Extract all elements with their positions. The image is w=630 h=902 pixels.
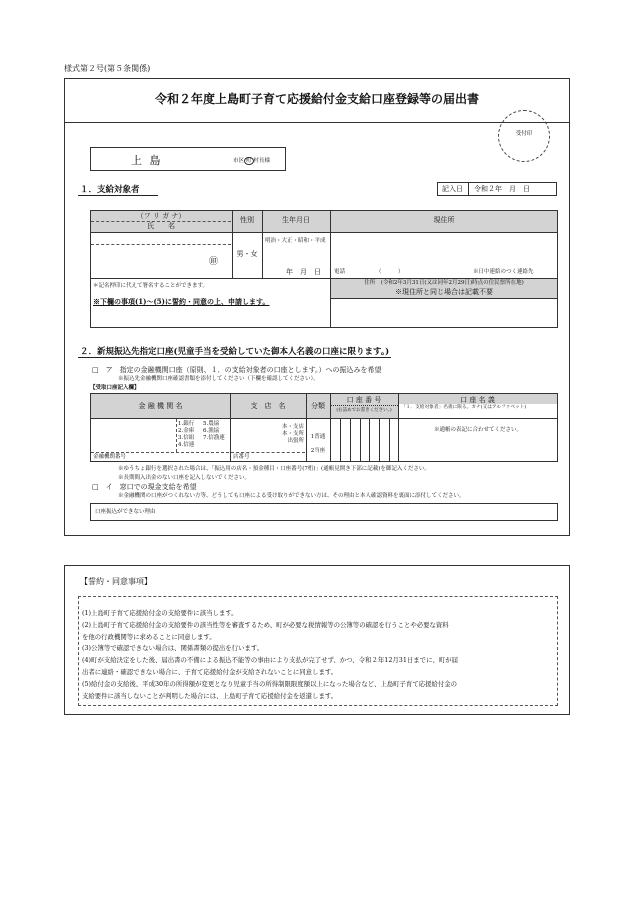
pledge-item: 支給要件に該当しないことが判明した場合には、上島町子育て応援給付金を返還します。 <box>82 691 338 700</box>
suffix-prefix: 市区 <box>233 158 245 164</box>
form-number: 様式第２号(第５条関係) <box>64 64 151 73</box>
pledge-item: (2)上島町子育て応援給付金の支給要件の該当性等を審査するため、町が必要な税情報等の公簿等の確認を行うことや必要な資料 <box>82 620 449 629</box>
account-name-note: 「１．支給対象者」名義に限る。カナ(又はアルファベット) <box>401 405 527 410</box>
pledge-item: (5)給付金の支給後、平成30年の所得額が変更となり児童手当の所得制限限度額以上になった場合など、上島町子育て応援給付金の <box>82 679 458 688</box>
section2-heading: ２．新規振込先指定口座(児童手当を受給していた御本人名義の口座に限ります。) <box>80 347 390 357</box>
name-label: 氏 名 <box>147 222 175 230</box>
pledge-item: を他の行政機関等に求めることに同意します。 <box>82 632 216 641</box>
name-field[interactable] <box>91 233 231 277</box>
phone-label: 電話 <box>334 269 346 275</box>
reason-field[interactable] <box>90 503 558 521</box>
account-name-field[interactable] <box>399 436 557 461</box>
bank-type-option[interactable]: 2.金庫 <box>178 428 195 435</box>
category-option[interactable]: 2当座 <box>310 448 326 455</box>
furigana-label: （フ リ ガ ナ） <box>136 212 186 220</box>
address-label: 現住所 <box>433 216 455 224</box>
section1-heading: １．支給対象者 <box>78 183 158 196</box>
bank-types-col2[interactable] <box>203 421 225 442</box>
account-name-header: 口 座 名 義 <box>460 396 495 404</box>
pledge-heading: 【誓約・同意事項】 <box>80 577 152 586</box>
yucho-note: ※ゆうちょ銀行を選択された場合は、「振込用の店名・預金種目・口座番号(7桁)」(通帳見開き下部に記載)を御記入ください。 <box>118 466 430 472</box>
addressee-suffix <box>233 158 270 165</box>
page-title: 令和２年度上島町子育て応援給付金支給口座登録等の届出書 <box>154 92 479 106</box>
addressee-box <box>90 147 286 171</box>
birth-units: 年 月 日 <box>286 268 321 276</box>
account-number-header: 口 座 番 号 <box>346 396 382 404</box>
phone-parens: （ ） <box>376 269 404 275</box>
branch-types[interactable] <box>278 424 304 445</box>
seal-mark: ㊞ <box>209 257 219 267</box>
era-choices[interactable]: 明治・大正・昭和・平成 <box>265 238 326 244</box>
entry-value: 令和２年 月 日 <box>474 185 530 193</box>
bank-type-option[interactable]: 3.信組 <box>178 435 195 442</box>
option-b-note: ※金融機関の口座がつくれない方等、どうしても口座による受け取りができない方は、その理由と本人確認資料を裏面に添付してください。 <box>118 493 465 499</box>
pledge-item: (3)公簿等で確認できない場合は、関係書類の提出を行います。 <box>82 644 264 653</box>
prev-address-field[interactable] <box>331 299 557 327</box>
branch-type-option[interactable]: 本・支店 <box>281 424 304 430</box>
category-options[interactable] <box>306 430 330 459</box>
branch-header: 支 店 名 <box>250 402 286 410</box>
bank-type-option[interactable]: 1.銀行 <box>178 421 195 427</box>
prev-address-note: ※現住所と同じ場合は記載不要 <box>395 288 493 296</box>
pledge-item: (1)上島町子育て応援給付金の支給要件に該当します。 <box>82 609 238 617</box>
seal-note: ＊記名押印に代えて署名することができます。 <box>93 283 209 289</box>
reception-stamp <box>498 110 550 162</box>
passbook-note: ※通帳の表記に合わせてください。 <box>433 427 522 433</box>
daytime-contact-note: ※日中連絡のつく連絡先 <box>473 269 534 275</box>
option-a-note: ※振込先金融機関口座確認書類を添付してください（下欄を確認してください）。 <box>118 376 319 382</box>
option-a-extra-note: ※長期間入出金のない口座を記入しないでください。 <box>118 475 251 481</box>
birth-label: 生年月日 <box>282 216 310 224</box>
consent-note: ※下欄の事項(1)～(5)に誓約・同意の上、申請します。 <box>93 297 270 306</box>
bank-type-option[interactable]: 6.漁協 <box>203 428 220 435</box>
current-address-field[interactable] <box>331 233 557 277</box>
bank-name-field[interactable] <box>91 419 176 452</box>
prev-address-label: 住所 (令和2年3月31日(又は同年2月29日)時点の住民票所在地) <box>364 280 524 286</box>
bank-type-option[interactable]: 7.信漁連 <box>203 435 225 442</box>
account-table-heading: 【受取口座記入欄】 <box>90 385 140 391</box>
pledge-item: (4)町が支給決定をした後、届出書の不備による振込不能等の事由により支払が完了せず、かつ、令和２年12月31日までに、町が届 <box>82 656 459 665</box>
entry-label: 記入日 <box>442 185 463 193</box>
reason-label: 口座振込ができない理由 <box>95 509 156 515</box>
account-name-note-box <box>399 404 557 418</box>
branch-code-label: 店番号 <box>233 454 250 460</box>
pledge-item: 出者に連絡・確認できない場合に、子育て応援給付金が支給されないことに同意します。 <box>82 667 338 676</box>
account-number-note: (右詰めでお書きください。) <box>336 408 392 413</box>
category-header: 分類 <box>311 402 325 410</box>
option-b[interactable]: □ イ 窓口での現金支給を希望 <box>92 483 197 491</box>
gender-choice[interactable]: 男・女 <box>236 250 258 258</box>
account-number-field[interactable] <box>331 419 398 461</box>
bank-code-label: 金融機関番号 <box>93 454 127 460</box>
branch-type-option[interactable]: 出張所 <box>287 438 304 445</box>
bank-type-option[interactable]: 4.信連 <box>178 442 195 449</box>
branch-type-option[interactable]: 本・支所 <box>281 431 304 438</box>
option-a[interactable]: □ ア 指定の金融機関口座（原則、１．の支給対象者の口座とします。）への振込みを希望 <box>92 366 382 374</box>
pledge-items <box>78 596 558 706</box>
bank-header: 金 融 機 関 名 <box>138 402 183 410</box>
stamp-label: 受付印 <box>515 131 533 137</box>
suffix-end: 村長様 <box>253 158 271 164</box>
entry-date-box[interactable] <box>437 182 557 196</box>
gender-label: 性別 <box>240 216 254 224</box>
category-option[interactable]: 1普通 <box>310 434 326 440</box>
bank-type-option[interactable]: 5.農協 <box>203 421 220 427</box>
bank-types-col1[interactable] <box>178 421 194 450</box>
town-name: 上 島 <box>131 154 163 167</box>
suffix-circled: 町 <box>246 158 252 164</box>
